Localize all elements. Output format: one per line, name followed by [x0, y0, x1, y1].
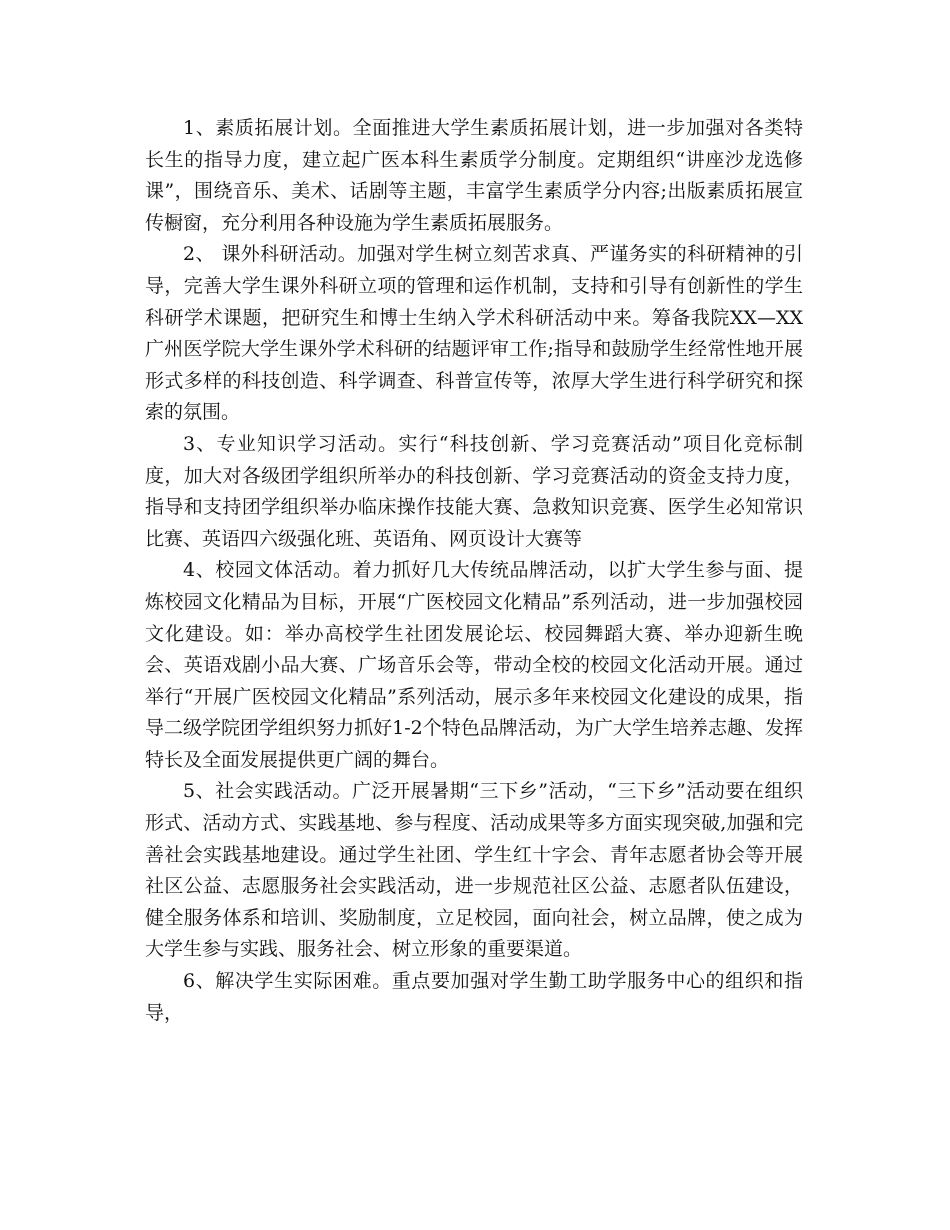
paragraph-campus-culture: 4、校园文体活动。着力抓好几大传统品牌活动，以扩大学生参与面、提炼校园文化精品为目标，开展“广医校园文化精品”系列活动，进一步加强校园文化建设。如：举办高校学生社团发展论坛、校园舞蹈大赛、举办迎新生晚会、英语戏剧小品大赛、广场音乐会等，带动全校的校园文化活动开展。通过举行“开展广医校园文化精品”系列活动，展示多年来校园文化建设的成果，指导二级学院团学组织努力抓好1-2个特色品牌活动，为广大学生培养志趣、发挥特长及全面发展提供更广阔的舞台。 [145, 559, 803, 771]
paragraph-student-difficulties: 6、解决学生实际困难。重点要加强对学生勤工助学服务中心的组织和指导， [145, 970, 803, 1024]
document-body [145, 113, 803, 1029]
paragraph-extracurricular-research: 2、 课外科研活动。加强对学生树立刻苦求真、严谨务实的科研精神的引导，完善大学生课外科研立项的管理和运作机制，支持和引导有创新性的学生科研学术课题，把研究生和博士生纳入学术科研活动中来。筹备我院XX—XX广州医学院大学生课外学术科研的结题评审工作;指导和鼓励学生经常性地开展形式多样的科技创造、科学调查、科普宣传等，浓厚大学生进行科学研究和探索的氛围。 [145, 243, 803, 424]
paragraph-professional-learning: 3、专业知识学习活动。实行“科技创新、学习竞赛活动”项目化竞标制度，加大对各级团学组织所举办的科技创新、学习竞赛活动的资金支持力度，指导和支持团学组织举办临床操作技能大赛、急救知识竞赛、医学生必知常识比赛、英语四六级强化班、英语角、网页设计大赛等 [145, 432, 803, 550]
paragraph-social-practice: 5、社会实践活动。广泛开展暑期“三下乡”活动，“三下乡”活动要在组织形式、活动方式、实践基地、参与程度、活动成果等多方面实现突破,加强和完善社会实践基地建设。通过学生社团、学生红十字会、青年志愿者协会等开展社区公益、志愿服务社会实践活动，进一步规范社区公益、志愿者队伍建设，健全服务体系和培训、奖励制度，立足校园，面向社会，树立品牌，使之成为大学生参与实践、服务社会、树立形象的重要渠道。 [145, 780, 803, 961]
paragraph-quality-expansion: 1、素质拓展计划。全面推进大学生素质拓展计划，进一步加强对各类特长生的指导力度，建立起广医本科生素质学分制度。定期组织“讲座沙龙选修课”，围绕音乐、美术、话剧等主题，丰富学生素质学分内容;出版素质拓展宣传橱窗，充分利用各种设施为学生素质拓展服务。 [145, 117, 803, 234]
